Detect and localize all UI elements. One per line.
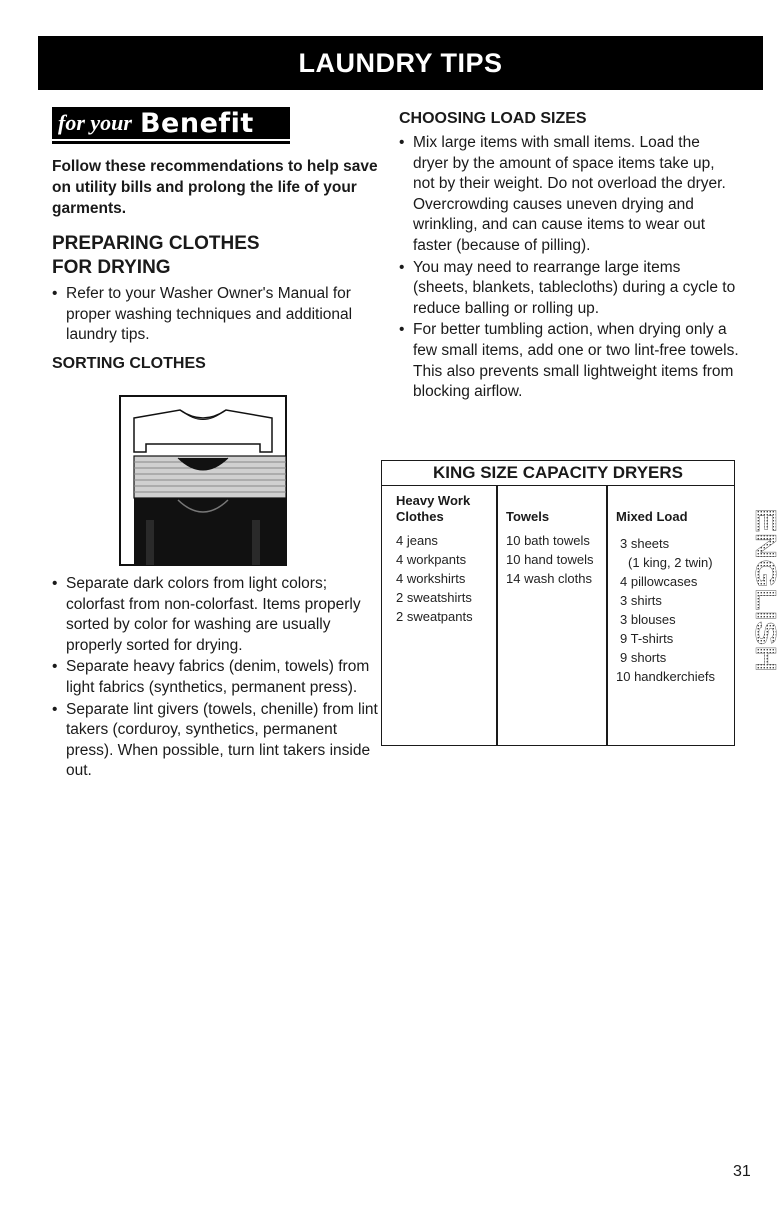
list-item: 9 shorts bbox=[620, 650, 667, 665]
list-item: 2 sweatshirts bbox=[396, 590, 472, 605]
list-item: 9 T-shirts bbox=[620, 631, 674, 646]
capacity-table-title: KING SIZE CAPACITY DRYERS bbox=[382, 461, 734, 486]
capacity-col-mixed bbox=[616, 493, 732, 686]
list-item: • Separate lint givers (towels, chenille) from lint takers (corduroy, synthetics, permanent press). When possible, turn lint takers inside out. bbox=[52, 700, 378, 780]
sorting-bullets bbox=[52, 574, 382, 783]
list-item: 10 handkerchiefs bbox=[616, 669, 716, 684]
col-header: Mixed Load bbox=[616, 509, 688, 524]
logo-benefit: Benefit bbox=[139, 107, 254, 139]
col-header: Clothes bbox=[396, 509, 444, 524]
sorted-clothes-illustration bbox=[120, 396, 286, 565]
list-item: 3 shirts bbox=[620, 593, 662, 608]
list-item: 4 workshirts bbox=[396, 571, 466, 586]
page-number: 31 bbox=[733, 1163, 751, 1180]
for-your-benefit-logo bbox=[52, 107, 290, 143]
list-item: 4 pillowcases bbox=[620, 574, 698, 589]
intro-text: Follow these recommendations to help save on utility bills and prolong the life of your garments. bbox=[52, 158, 378, 217]
list-item: • Mix large items with small items. Load the dryer by the amount of space items take up, not by their weight. Do not overload the dryer. Overcrowding causes uneven drying and wrinkling, and can cause items to wear out faster (because of pilling). bbox=[399, 134, 726, 254]
list-item: 2 sweatpants bbox=[396, 609, 473, 624]
preparing-heading: PREPARING CLOTHES FOR DRYING bbox=[52, 233, 260, 278]
list-item: (1 king, 2 twin) bbox=[628, 555, 713, 570]
list-item: 10 bath towels bbox=[506, 533, 590, 548]
choosing-heading: CHOOSING LOAD SIZES bbox=[399, 110, 587, 127]
list-item: 10 hand towels bbox=[506, 552, 594, 567]
col-header: Towels bbox=[506, 509, 550, 524]
list-item: 4 workpants bbox=[396, 552, 467, 567]
capacity-col-heavy bbox=[396, 493, 494, 626]
col-header: Heavy Work bbox=[396, 493, 471, 508]
side-tab-label: ENGLISH bbox=[749, 508, 781, 637]
preparing-bullets bbox=[52, 284, 382, 347]
list-item: 3 sheets bbox=[620, 536, 670, 551]
list-item: • You may need to rearrange large items (sheets, blankets, tablecloths) during a cycle to reduce balling or rolling up. bbox=[399, 258, 736, 317]
list-item: • For better tumbling action, when drying only a few small items, add one or two lint-free towels. This also prevents small lightweight items from blocking airflow. bbox=[399, 321, 739, 401]
list-item: • Separate heavy fabrics (denim, towels) from light fabrics (synthetics, permanent press). bbox=[52, 658, 370, 696]
list-item: 4 jeans bbox=[396, 533, 438, 548]
english-side-tab bbox=[734, 508, 781, 672]
capacity-table bbox=[381, 460, 735, 746]
logo-for-your: for your bbox=[58, 110, 132, 135]
sorting-heading: SORTING CLOTHES bbox=[52, 355, 206, 372]
list-item: • Separate dark colors from light colors; colorfast from non-colorfast. Items properly sorted by color for washing are usually properly sorted for drying. bbox=[52, 575, 361, 654]
list-item: 14 wash cloths bbox=[506, 571, 592, 586]
list-item: 3 blouses bbox=[620, 612, 676, 627]
page-header bbox=[38, 36, 763, 90]
page-title: LAUNDRY TIPS bbox=[298, 47, 503, 78]
choosing-bullets bbox=[399, 133, 739, 404]
capacity-col-towels bbox=[506, 493, 604, 588]
list-item: • Refer to your Washer Owner's Manual for proper washing techniques and additional laundry tips. bbox=[52, 285, 353, 344]
